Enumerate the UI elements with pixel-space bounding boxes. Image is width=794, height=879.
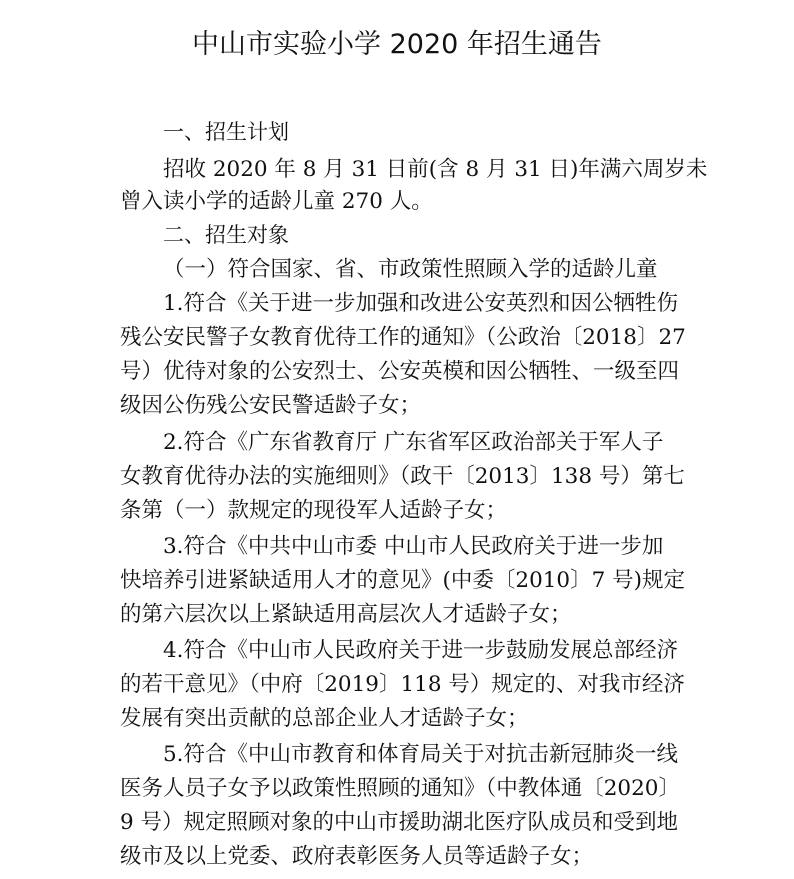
paragraph-line: 女教育优待办法的实施细则》（政干〔2013〕138 号）第七 (120, 464, 685, 489)
paragraph-line: 招收 2020 年 8 月 31 日前(含 8 月 31 日)年满六周岁未 (163, 157, 708, 182)
paragraph-line: 号）优待对象的公安烈士、公安英模和因公牺牲、一级至四 (120, 359, 680, 384)
paragraph-line: 4.符合《中山市人民政府关于进一步鼓励发展总部经济 (163, 638, 679, 663)
paragraph-line: 医务人员子女予以政策性照顾的通知》（中教体通〔2020〕 (120, 776, 680, 801)
paragraph-line: 5.符合《中山市教育和体育局关于对抗击新冠肺炎一线 (163, 742, 679, 767)
subsection-heading: （一）符合国家、省、市政策性照顾入学的适龄儿童 (163, 257, 658, 282)
paragraph-line: 残公安民警子女教育优待工作的通知》（公政治〔2018〕27 (120, 325, 686, 350)
paragraph-line: 的若干意见》（中府〔2019〕118 号）规定的、对我市经济 (120, 672, 685, 697)
paragraph-line: 的第六层次以上紧缺适用高层次人才适龄子女； (120, 602, 572, 627)
paragraph-line: 2.符合《广东省教育厅 广东省军区政治部关于军人子 (163, 430, 664, 455)
paragraph-line: 条第（一）款规定的现役军人适龄子女； (120, 498, 508, 523)
section-heading-enrollment-target: 二、招生对象 (163, 223, 289, 247)
paragraph-line: 级因公伤残公安民警适龄子女； (120, 393, 422, 418)
paragraph-line: 曾入读小学的适龄儿童 270 人。 (120, 189, 433, 214)
paragraph-line: 1.符合《关于进一步加强和改进公安英烈和因公牺牲伤 (163, 291, 679, 316)
section-heading-enrollment-plan: 一、招生计划 (163, 120, 289, 144)
paragraph-line: 9 号）规定照顾对象的中山市援助湖北医疗队成员和受到地 (120, 810, 679, 835)
paragraph-line: 3.符合《中共中山市委 中山市人民政府关于进一步加 (163, 534, 664, 559)
paragraph-line: 快培养引进紧缺适用人才的意见》(中委〔2010〕7 号)规定 (120, 568, 686, 593)
document-title: 中山市实验小学 2020 年招生通告 (192, 29, 602, 60)
paragraph-line: 级市及以上党委、政府表彰医务人员等适龄子女； (120, 844, 594, 869)
paragraph-line: 发展有突出贡献的总部企业人才适龄子女； (120, 706, 529, 731)
